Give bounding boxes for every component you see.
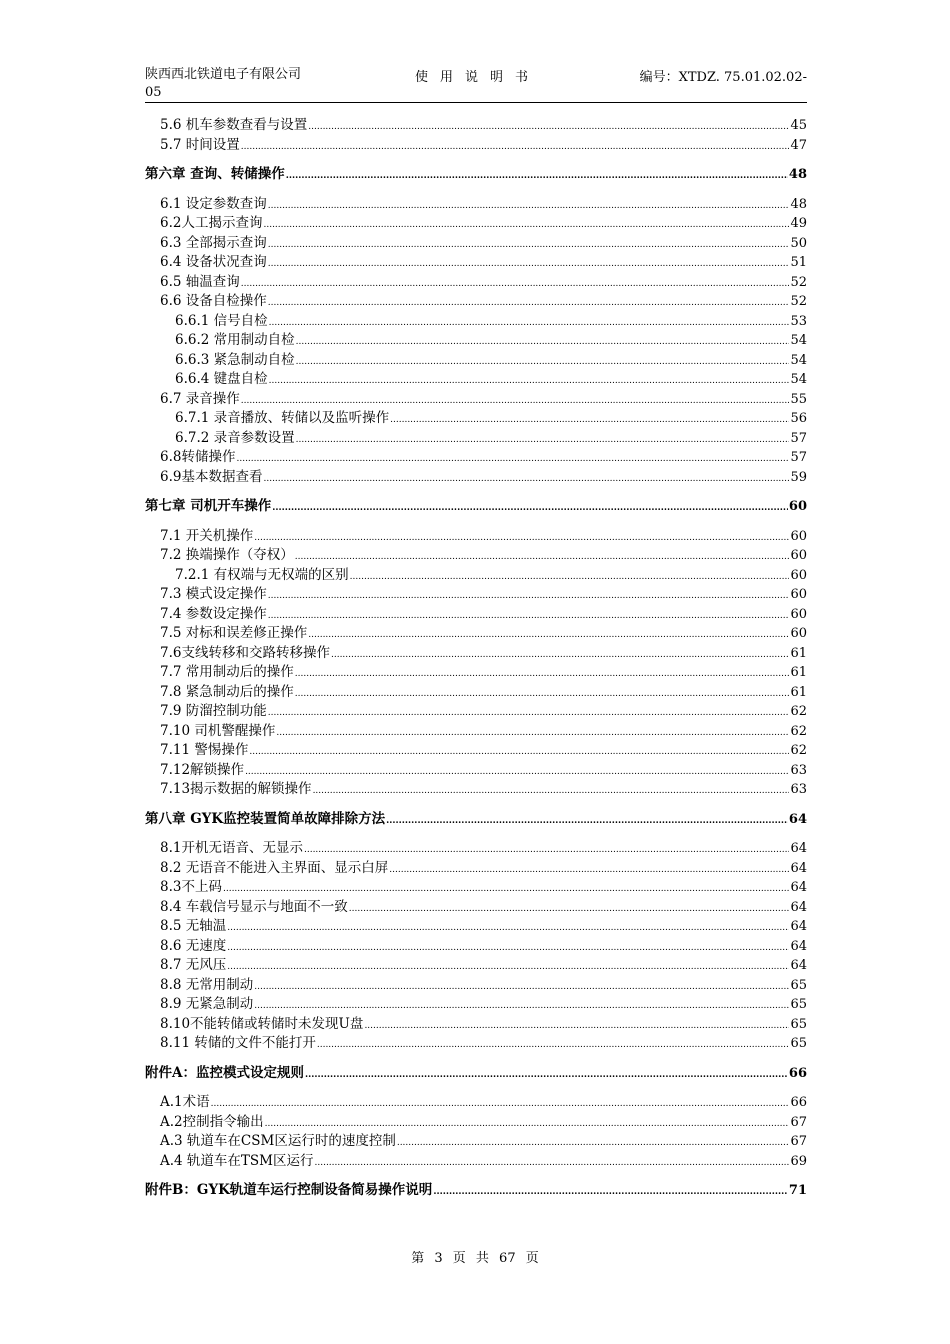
toc-entry-title: 8.11 转储的文件不能打开 (160, 1035, 316, 1051)
toc-entry[interactable] (145, 409, 807, 429)
company-name: 陕西西北铁道电子有限公司 (145, 67, 302, 82)
toc-leader-dots (389, 859, 789, 881)
toc-entry-title: 6.6.3 紧急制动自检 (175, 351, 295, 368)
toc-entry-title: 7.9 防溜控制功能 (160, 703, 267, 719)
toc-leader-dots (276, 722, 789, 744)
toc-page-number: 64 (788, 811, 807, 827)
toc-entry[interactable] (145, 839, 807, 859)
toc-page-number: 62 (790, 704, 807, 719)
toc-entry[interactable] (145, 468, 807, 488)
toc-entry-title: 6.9基本数据查看 (160, 468, 263, 485)
toc-entry-title: 7.7 常用制动后的操作 (160, 664, 294, 680)
toc-leader-dots (268, 234, 790, 256)
toc-entry-title: 7.1 开关机操作 (160, 527, 254, 544)
toc-leader-dots (386, 810, 788, 832)
toc-leader-dots (272, 497, 788, 519)
toc-entry[interactable] (145, 1015, 807, 1035)
toc-leader-dots (227, 917, 789, 939)
toc-leader-dots (227, 956, 789, 978)
toc-entry-title: 6.2人工揭示查询 (160, 215, 263, 231)
toc-entry[interactable] (145, 136, 807, 156)
toc-leader-dots (308, 116, 789, 138)
toc-page-number: 57 (790, 450, 807, 465)
toc-entry-title: 8.7 无风压 (160, 957, 227, 973)
toc-leader-dots (390, 409, 789, 431)
toc-entry[interactable] (145, 780, 807, 800)
toc-leader-dots (317, 1034, 790, 1056)
toc-entry[interactable] (145, 956, 807, 976)
toc-page-number: 65 (790, 1036, 807, 1051)
toc-leader-dots (286, 165, 788, 187)
toc-entry-title: A.4 轨道车在TSM区运行 (160, 1152, 314, 1169)
toc-page-number: 52 (790, 274, 807, 290)
toc-page-number: 52 (790, 294, 807, 309)
toc-entry[interactable] (145, 448, 807, 468)
toc-chapter-entry[interactable] (145, 165, 807, 185)
toc-entry[interactable] (145, 859, 807, 879)
toc-entry[interactable] (145, 976, 807, 996)
toc-entry-title: 6.3 全部揭示查询 (160, 234, 267, 251)
toc-leader-dots (295, 546, 790, 568)
toc-leader-dots (268, 702, 790, 724)
toc-entry-title: 7.4 参数设定操作 (160, 605, 267, 622)
toc-page-number: 67 (790, 1114, 807, 1130)
toc-entry-title: 7.6支线转移和交路转移操作 (160, 644, 330, 661)
toc-entry[interactable] (145, 429, 807, 449)
toc-entry[interactable] (145, 1152, 807, 1172)
toc-leader-dots (268, 292, 790, 314)
toc-entry[interactable] (145, 1093, 807, 1113)
toc-page-number: 55 (790, 391, 807, 407)
toc-entry[interactable] (145, 1113, 807, 1133)
toc-entry[interactable] (145, 1132, 807, 1152)
toc-leader-dots (295, 663, 790, 685)
toc-entry[interactable] (145, 741, 807, 761)
toc-entry-title: 6.7.1 录音播放、转储以及监听操作 (175, 410, 390, 426)
toc-entry-title: A.3 轨道车在CSM区运行时的速度控制 (160, 1133, 396, 1149)
toc-leader-dots (308, 624, 789, 646)
toc-page-number: 54 (790, 352, 807, 368)
toc-leader-dots (227, 937, 789, 959)
toc-entry-title: 8.6 无速度 (160, 937, 227, 954)
toc-leader-dots (254, 976, 789, 998)
toc-entry-title: 6.6.4 键盘自检 (175, 371, 268, 387)
toc-entry-title: 6.6 设备自检操作 (160, 293, 267, 309)
toc-entry-title: 5.6 机车参数查看与设置 (160, 117, 308, 133)
toc-page-number: 61 (790, 665, 807, 680)
toc-entry-title: 第六章 查询、转储操作 (145, 166, 285, 182)
toc-page-number: 60 (790, 528, 807, 544)
toc-entry[interactable] (145, 292, 807, 312)
table-of-contents (145, 116, 807, 1211)
toc-leader-dots (349, 898, 790, 920)
toc-leader-dots (350, 566, 790, 588)
page-header (145, 66, 807, 103)
toc-page-number: 67 (790, 1134, 807, 1149)
toc-leader-dots (304, 839, 789, 861)
toc-entry-title: A.1术语 (160, 1094, 210, 1110)
toc-leader-dots (211, 1093, 790, 1115)
toc-page-number: 60 (790, 548, 807, 563)
toc-leader-dots (223, 878, 789, 900)
toc-entry[interactable] (145, 702, 807, 722)
toc-entry-title: 7.10 司机警醒操作 (160, 722, 276, 739)
toc-entry-title: 7.8 紧急制动后的操作 (160, 683, 294, 700)
toc-entry-title: 8.3不上码 (160, 879, 222, 895)
toc-leader-dots (269, 370, 790, 392)
toc-entry[interactable] (145, 351, 807, 371)
toc-entry-title: 7.2.1 有权端与无权端的区别 (175, 566, 349, 583)
toc-leader-dots (241, 136, 790, 158)
toc-entry[interactable] (145, 195, 807, 215)
toc-leader-dots (296, 331, 790, 353)
toc-page-number: 48 (788, 167, 807, 182)
toc-page-number: 49 (790, 216, 807, 231)
toc-entry[interactable] (145, 937, 807, 957)
toc-page-number: 65 (790, 977, 807, 993)
document-number-continued: 05 (145, 85, 162, 100)
toc-entry[interactable] (145, 624, 807, 644)
toc-leader-dots (265, 1113, 790, 1135)
toc-entry-title: 7.11 警惕操作 (160, 742, 249, 758)
toc-entry[interactable] (145, 390, 807, 410)
toc-leader-dots (305, 1064, 788, 1086)
toc-page-number: 64 (790, 880, 807, 895)
toc-entry-title: 6.6.1 信号自检 (175, 312, 268, 329)
toc-page-number: 59 (790, 469, 807, 485)
toc-entry[interactable] (145, 722, 807, 742)
toc-leader-dots (249, 741, 789, 763)
toc-entry-title: 8.8 无常用制动 (160, 976, 254, 993)
toc-page-number: 54 (790, 372, 807, 387)
toc-page-number: 60 (790, 567, 807, 583)
toc-page-number: 62 (790, 743, 807, 758)
document-number: 编号：XTDZ. 75.01.02.02- (639, 70, 807, 85)
toc-entry[interactable] (145, 234, 807, 254)
page-footer: 第 3 页 共 67 页 (411, 1251, 539, 1266)
toc-leader-dots (331, 644, 789, 666)
toc-entry-title: 6.5 轴温查询 (160, 273, 240, 290)
toc-chapter-entry[interactable] (145, 810, 807, 830)
toc-leader-dots (254, 527, 789, 549)
toc-chapter-entry[interactable] (145, 1064, 807, 1084)
toc-leader-dots (296, 351, 790, 373)
toc-chapter-entry[interactable] (145, 497, 807, 517)
toc-entry[interactable] (145, 878, 807, 898)
toc-entry-title: 附件B：GYK轨道车运行控制设备简易操作说明 (145, 1182, 433, 1198)
toc-leader-dots (397, 1132, 790, 1154)
toc-entry[interactable] (145, 273, 807, 293)
toc-entry-title: 6.7 录音操作 (160, 390, 240, 407)
toc-entry[interactable] (145, 605, 807, 625)
toc-leader-dots (263, 468, 789, 490)
toc-entry-title: 7.2 换端操作（夺权） (160, 547, 294, 563)
toc-entry[interactable] (145, 214, 807, 234)
toc-entry-title: 8.2 无语音不能进入主界面、显示白屏 (160, 859, 389, 876)
toc-entry-title: 8.4 车载信号显示与地面不一致 (160, 898, 348, 915)
toc-entry-title: 8.1开机无语音、无显示 (160, 840, 303, 856)
toc-entry-title: 附件A：监控模式设定规则 (145, 1064, 304, 1081)
toc-entry[interactable] (145, 566, 807, 586)
toc-page-number: 50 (790, 235, 807, 251)
toc-entry-title: A.2控制指令输出 (160, 1113, 264, 1130)
toc-entry-title: 第八章 GYK监控装置简单故障排除方法 (145, 810, 386, 827)
toc-page-number: 60 (790, 606, 807, 622)
toc-page-number: 61 (790, 684, 807, 700)
toc-page-number: 63 (790, 782, 807, 797)
toc-page-number: 64 (790, 938, 807, 954)
toc-entry[interactable] (145, 331, 807, 351)
toc-chapter-entry[interactable] (145, 1181, 807, 1201)
toc-entry-title: 8.5 无轴温 (160, 918, 227, 934)
toc-page-number: 61 (790, 645, 807, 661)
document-type: 使用说明书 (415, 70, 541, 85)
toc-entry-title: 5.7 时间设置 (160, 136, 240, 153)
toc-leader-dots (433, 1181, 788, 1203)
toc-page-number: 64 (790, 899, 807, 915)
toc-leader-dots (313, 780, 790, 802)
toc-page-number: 71 (788, 1183, 807, 1198)
toc-entry[interactable] (145, 253, 807, 273)
toc-page-number: 54 (790, 333, 807, 348)
toc-leader-dots (254, 995, 789, 1017)
toc-leader-dots (364, 1015, 789, 1037)
toc-entry[interactable] (145, 663, 807, 683)
toc-leader-dots (295, 683, 790, 705)
toc-page-number: 63 (790, 762, 807, 778)
toc-entry-title: 7.13揭示数据的解锁操作 (160, 781, 312, 797)
toc-page-number: 62 (790, 723, 807, 739)
toc-entry[interactable] (145, 683, 807, 703)
toc-leader-dots (236, 448, 789, 470)
toc-entry[interactable] (145, 312, 807, 332)
toc-page-number: 60 (790, 626, 807, 641)
toc-leader-dots (268, 585, 790, 607)
toc-entry-title: 6.7.2 录音参数设置 (175, 429, 295, 446)
toc-entry[interactable] (145, 370, 807, 390)
toc-leader-dots (315, 1152, 790, 1174)
toc-entry-title: 7.3 模式设定操作 (160, 586, 267, 602)
toc-entry-title: 6.6.2 常用制动自检 (175, 332, 295, 348)
toc-entry-title: 6.1 设定参数查询 (160, 195, 267, 212)
toc-entry-title: 第七章 司机开车操作 (145, 498, 272, 514)
toc-entry[interactable] (145, 917, 807, 937)
toc-entry[interactable] (145, 644, 807, 664)
toc-leader-dots (268, 195, 790, 217)
toc-leader-dots (245, 761, 789, 783)
toc-entry[interactable] (145, 585, 807, 605)
toc-entry-title: 6.8转储操作 (160, 449, 236, 465)
toc-page-number: 65 (790, 1016, 807, 1032)
toc-page-number: 69 (790, 1153, 807, 1169)
toc-page-number: 47 (790, 137, 807, 153)
toc-page-number: 56 (790, 411, 807, 426)
toc-leader-dots (268, 605, 790, 627)
toc-leader-dots (263, 214, 789, 236)
toc-leader-dots (241, 390, 790, 412)
toc-entry[interactable] (145, 1034, 807, 1054)
toc-page-number: 48 (790, 196, 807, 212)
toc-entry[interactable] (145, 546, 807, 566)
toc-page-number: 64 (790, 841, 807, 856)
toc-leader-dots (241, 273, 790, 295)
toc-page-number: 53 (790, 313, 807, 329)
toc-page-number: 60 (790, 587, 807, 602)
toc-page-number: 60 (788, 499, 807, 514)
toc-entry[interactable] (145, 761, 807, 781)
toc-leader-dots (268, 253, 790, 275)
toc-entry-title: 7.5 对标和误差修正操作 (160, 625, 308, 641)
toc-page-number: 51 (790, 255, 807, 270)
toc-page-number: 64 (790, 958, 807, 973)
toc-entry-title: 7.12解锁操作 (160, 761, 245, 778)
toc-entry[interactable] (145, 116, 807, 136)
toc-entry-title: 8.9 无紧急制动 (160, 996, 254, 1012)
toc-page-number: 66 (790, 1095, 807, 1110)
toc-entry-title: 8.10不能转储或转储时未发现U盘 (160, 1015, 364, 1032)
toc-page-number: 65 (790, 997, 807, 1012)
toc-entry[interactable] (145, 527, 807, 547)
toc-page-number: 66 (788, 1065, 807, 1081)
toc-leader-dots (296, 429, 790, 451)
toc-page-number: 64 (790, 860, 807, 876)
toc-page-number: 45 (790, 118, 807, 133)
toc-entry-title: 6.4 设备状况查询 (160, 254, 267, 270)
toc-leader-dots (269, 312, 790, 334)
toc-entry[interactable] (145, 995, 807, 1015)
toc-entry[interactable] (145, 898, 807, 918)
toc-page-number: 64 (790, 919, 807, 934)
toc-page-number: 57 (790, 430, 807, 446)
